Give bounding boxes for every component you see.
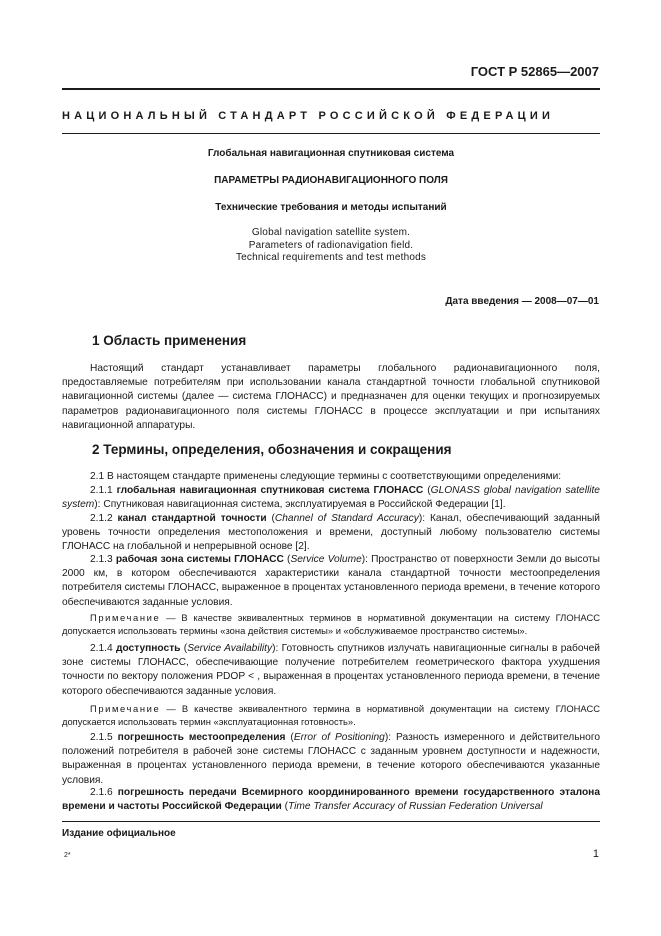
term-name: рабочая зона системы ГЛОНАСС xyxy=(115,554,284,565)
english-title-line: Parameters of radionavigation field. xyxy=(248,239,414,251)
term-english: Service Availability xyxy=(187,643,273,654)
term-name: доступность xyxy=(116,643,181,654)
term-english: Error of Positioning xyxy=(293,732,385,743)
term-number: 2.1.5 xyxy=(90,732,118,743)
footer-rule xyxy=(62,821,600,822)
term-definition: ): Разность измеренного и действительного положений потребителя в рабочей зоне системы ГЛОНАСС с заданным уровнем доступности и надежности, выраженная в процентах установленного периода времени, в течение которого обеспечиваются указанные условия. xyxy=(62,732,600,786)
term-number: 2.1.2 xyxy=(90,513,118,524)
note-1 xyxy=(62,611,600,637)
national-standard-title: НАЦИОНАЛЬНЫЙ СТАНДАРТ РОССИЙСКОЙ ФЕДЕРАЦИИ xyxy=(62,110,555,122)
term-number: 2.1.4 xyxy=(90,643,116,654)
term-2-1-1: 2.1.1 глобальная навигационная спутниковая система ГЛОНАСС (GLONASS global navigation satellite system): Спутниковая навигационная система, эксплуатируемая в Российской Федерации [1]. xyxy=(62,485,600,511)
term-name: погрешность передачи Всемирного координированного времени государственного эталона времени и частоты Российской Федерации xyxy=(62,787,600,813)
note-label: Примечание xyxy=(90,703,161,714)
english-title-block xyxy=(62,227,600,265)
term-english: Time Transfer Accuracy of Russian Federation Universal xyxy=(288,801,543,813)
note-text: — В качестве эквивалентных терминов в нормативной документации на систему ГЛОНАСС допускается использовать термины «зона действия системы» и «обслуживаемое пространство системы». xyxy=(62,612,600,637)
note-2 xyxy=(62,702,600,728)
introduction-date: Дата введения — 2008—07—01 xyxy=(445,296,599,307)
term-definition: ): Готовность спутников излучать навигационные сигналы в рабочей зоне системы ГЛОНАСС, обеспечивающие получение потребителем геометрического фактора ухудшения точности по вектору положения PDOP < , выраженная в процентах установленного периода времени, в течение которого обеспечиваются заданные условия. xyxy=(62,643,600,697)
term-name: погрешность местоопределения xyxy=(117,732,286,743)
term-english: Channel of Standard Accuracy xyxy=(274,513,419,524)
term-2-1-6: 2.1.6 погрешность передачи Всемирного координированного времени государственного эталона времени и частоты Российской Федерации (Time Transfer Accuracy of Russian Federation Universal xyxy=(62,787,600,813)
english-title-line: Technical requirements and test methods xyxy=(235,252,427,263)
document-code: ГОСТ Р 52865—2007 xyxy=(470,64,599,79)
section-1-text: Настоящий стандарт устанавливает параметры глобального радионавигационного поля, предоставляемые потребителям при использовании канала стандартной точности глобальной спутниковой навигационной системы (далее — система ГЛОНАСС) и предназначен для оценки текущих и прогнозируемых параметров радионавигационного поля системы ГЛОНАСС в процессе эксплуатации и при испытаниях навигационной аппаратуры. xyxy=(62,363,600,431)
term-definition: ): Пространство от поверхности Земли до высоты 2000 км, в котором обеспечиваются характеристики канала стандартной точности местоопределения потребителя системы ГЛОНАСС, выраженное в процентах установленного периода времени, в течение которого обеспечиваются заданные условия. xyxy=(62,554,600,608)
term-name: канал стандартной точности xyxy=(117,513,267,524)
header-rule xyxy=(62,88,600,90)
note-text: — В качестве эквивалентного термина в нормативной документации на систему ГЛОНАСС допускается использовать термин «эксплуатационная готовность». xyxy=(62,703,600,728)
term-english: Service Volume xyxy=(290,554,362,565)
official-edition-label: Издание официальное xyxy=(62,828,176,839)
paragraph-2-1: 2.1 В настоящем стандарте применены следующие термины с соответствующими определениями: xyxy=(90,471,562,482)
term-number: 2.1.1 xyxy=(90,485,117,496)
term-name: глобальная навигационная спутниковая система ГЛОНАСС xyxy=(116,485,424,496)
term-2-1-4: 2.1.4 доступность (Service Availability): Готовность спутников излучать навигационные сигналы в рабочей зоне системы ГЛОНАСС, обеспечивающие получение потребителем геометрического фактора ухудшения точности по вектору положения PDOP < , выраженная в процентах установленного периода времени, в течение которого обеспечиваются заданные условия. xyxy=(62,643,600,697)
term-2-1-3: 2.1.3 рабочая зона системы ГЛОНАСС (Service Volume): Пространство от поверхности Земли до высоты 2000 км, в котором обеспечиваются характеристики канала стандартной точности местоопределения потребителя системы ГЛОНАСС, выраженное в процентах установленного периода времени, в течение которого обеспечиваются заданные условия. xyxy=(62,554,600,608)
section-2-heading: 2 Термины, определения, обозначения и сокращения xyxy=(92,442,452,457)
term-english: GLONASS global navigation satellite system xyxy=(62,485,600,511)
footnote-mark: 2* xyxy=(64,852,71,859)
term-definition: : Спутниковая навигационная система, эксплуатируемая в Российской Федерации [1]. xyxy=(97,499,506,511)
page-number: 1 xyxy=(592,848,599,860)
term-2-1-5: 2.1.5 погрешность местоопределения (Error of Positioning): Разность измеренного и действительного положений потребителя в рабочей зоне системы ГЛОНАСС с заданным уровнем доступности и надежности, выраженная в процентах установленного периода времени, в течение которого обеспечиваются указанные условия. xyxy=(62,732,600,786)
general-title: Глобальная навигационная спутниковая система xyxy=(207,148,455,159)
note-label: Примечание xyxy=(90,612,161,623)
english-title-line: Global navigation satellite system. xyxy=(251,227,411,238)
term-definition: ): Канал, обеспечивающий заданный уровень точности определения местоположения и времени, доступный любому пользователю системы ГЛОНАСС на глобальной и непрерывной основе [2]. xyxy=(62,513,600,553)
main-title: ПАРАМЕТРЫ РАДИОНАВИГАЦИОННОГО ПОЛЯ xyxy=(214,175,448,186)
title-rule xyxy=(62,133,600,134)
section-1-heading: 1 Область применения xyxy=(92,333,247,348)
term-number: 2.1.6 xyxy=(90,787,118,798)
subtitle: Технические требования и методы испытаний xyxy=(215,202,447,213)
term-2-1-2: 2.1.2 канал стандартной точности (Channel of Standard Accuracy): Канал, обеспечивающий заданный уровень точности определения местоположения и времени, доступный любому пользователю системы ГЛОНАСС на глобальной и непрерывной основе [2]. xyxy=(62,513,600,553)
term-number: 2.1.3 xyxy=(90,554,116,565)
